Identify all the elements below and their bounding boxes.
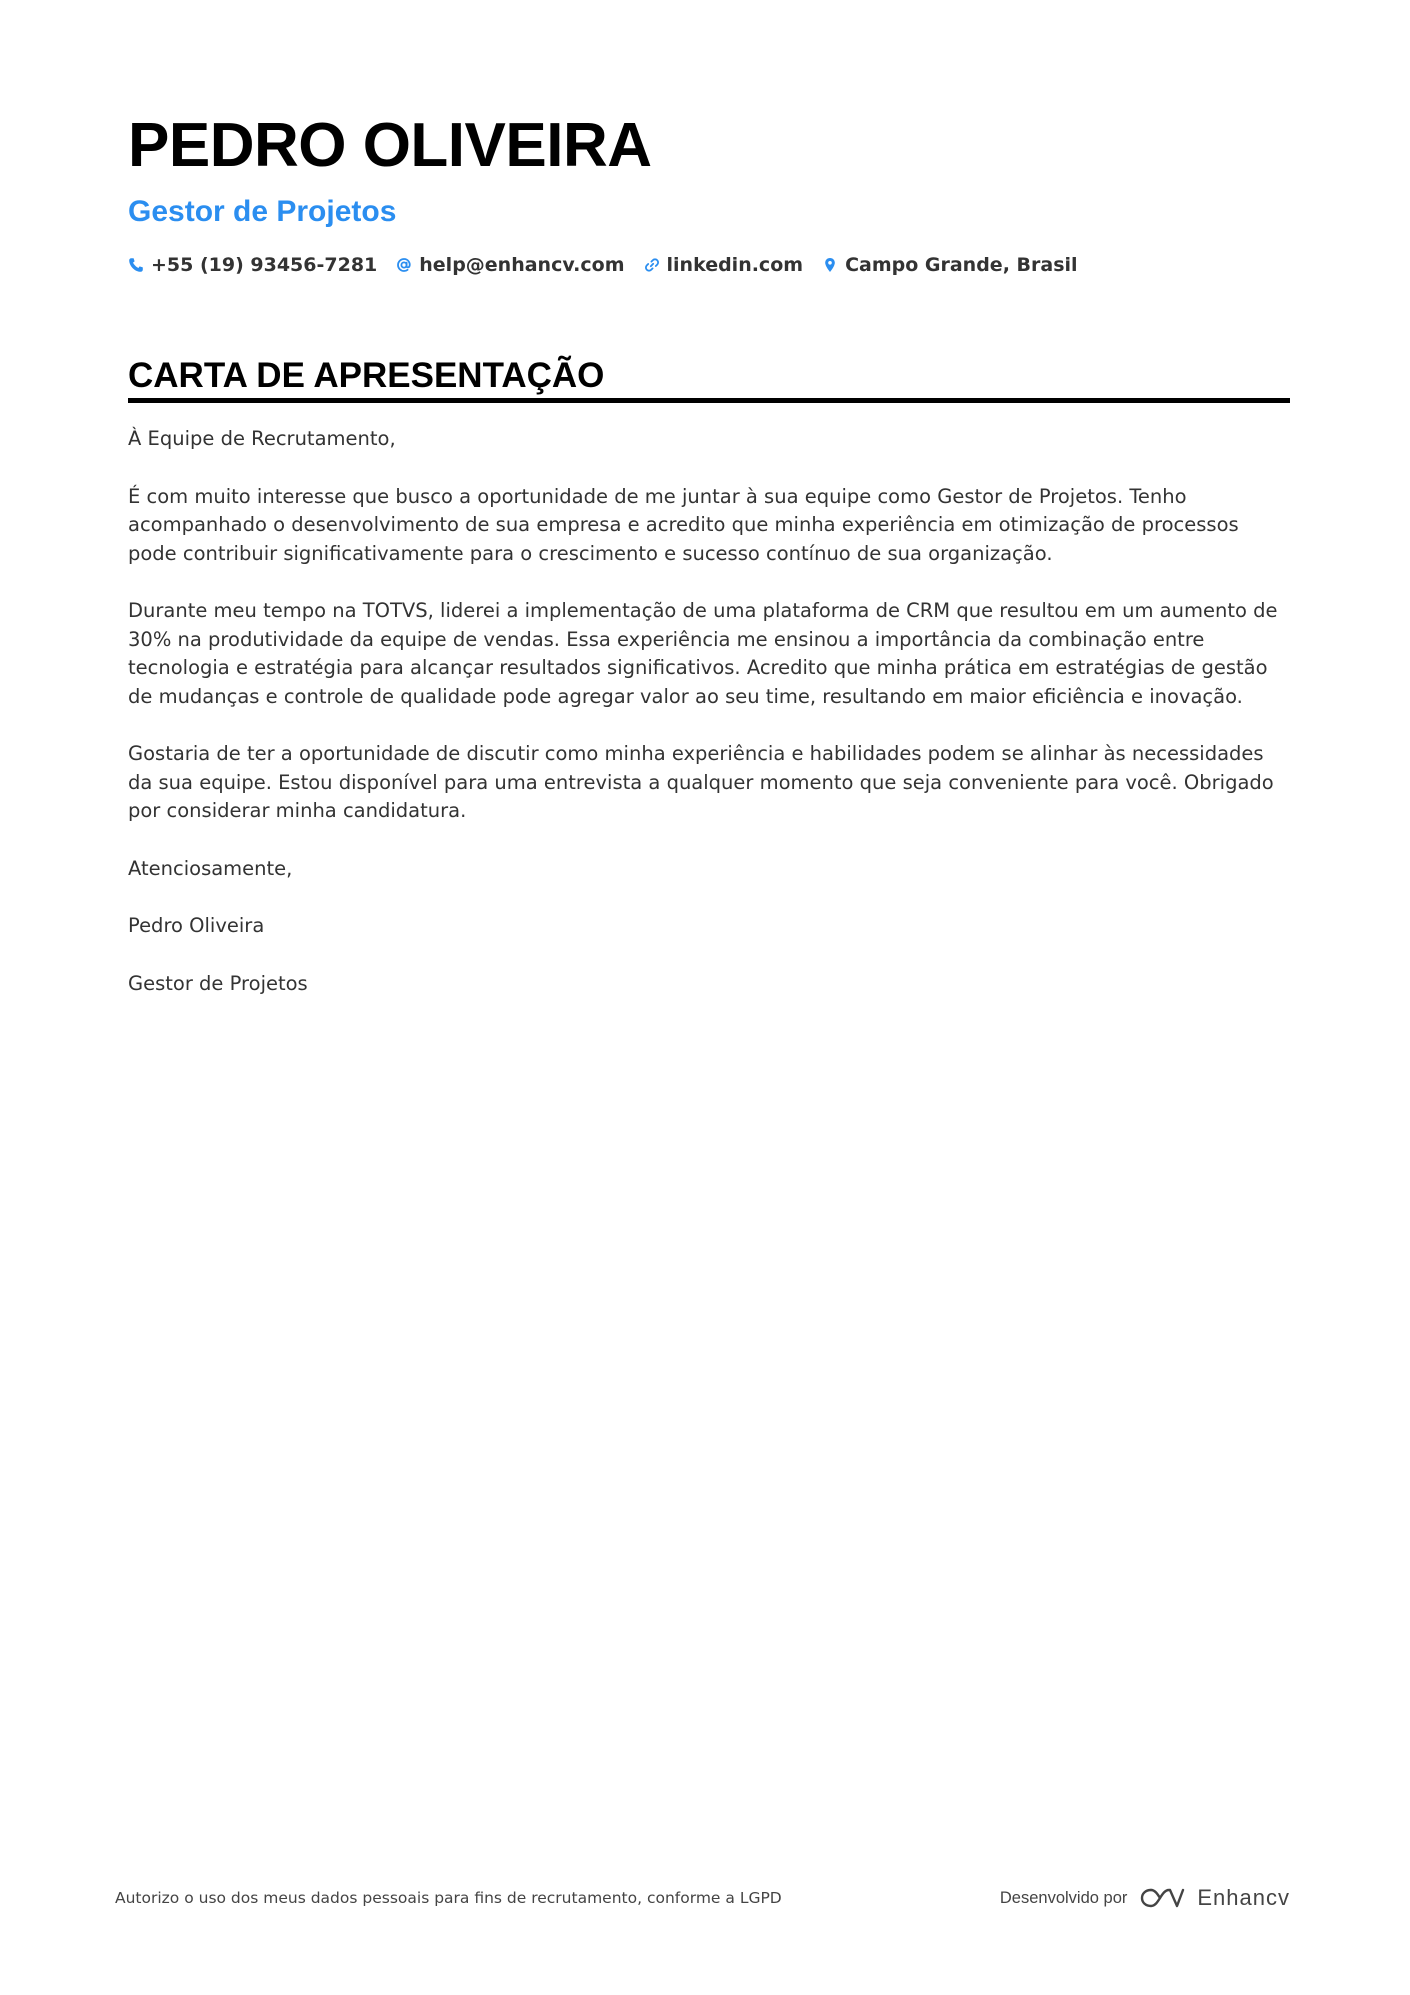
powered-by[interactable] — [1000, 1885, 1290, 1911]
letter-paragraph: É com muito interesse que busco a oportunidade de me juntar à sua equipe como Gestor de Projetos. Tenho acompanhado o desenvolvimento de sua empresa e acredito que minha experiência em otimização de processos pode contribuir significativamente para o crescimento e sucesso contínuo de sua organização. — [128, 484, 1239, 565]
letter-greeting: À Equipe de Recrutamento, — [128, 427, 396, 450]
contact-location — [822, 254, 1077, 276]
letter-paragraph: Gostaria de ter a oportunidade de discutir como minha experiência e habilidades podem se alinhar às necessidades da sua equipe. Estou disponível para uma entrevista a qualquer momento que seja conveniente para você. Obrigado por considerar minha candidatura. — [128, 742, 1274, 822]
consent-text: Autorizo o uso dos meus dados pessoais para fins de recrutamento, conforme a LGPD — [115, 1889, 782, 1907]
contact-linkedin-text: linkedin.com — [666, 254, 804, 276]
contact-phone-text: +55 (19) 93456-7281 — [151, 254, 378, 276]
candidate-name: PEDRO OLIVEIRA — [128, 111, 652, 180]
contact-linkedin[interactable] — [644, 254, 804, 276]
location-pin-icon — [822, 257, 838, 273]
contact-location-text: Campo Grande, Brasil — [845, 254, 1078, 276]
cover-letter-page — [128, 110, 1290, 1027]
letter-paragraph: Durante meu tempo na TOTVS, liderei a implementação de uma plataforma de CRM que resultou em um aumento de 30% na produtividade da equipe de vendas. Essa experiência me ensinou a importância da combinação entre tecnologia e estratégia para alcançar resultados significativos. Acredito que minha prática em estratégias de gestão de mudanças e controle de qualidade pode agregar valor ao seu time, resultando em maior eficiência e inovação. — [128, 599, 1278, 708]
footer — [115, 1885, 1290, 1911]
contact-email[interactable] — [396, 254, 624, 276]
brand-name: Enhancv — [1197, 1885, 1290, 1910]
powered-by-label: Desenvolvido por — [999, 1888, 1128, 1907]
contact-phone[interactable] — [128, 254, 377, 276]
contact-bar — [128, 254, 1290, 276]
letter-closing: Atenciosamente, — [128, 856, 293, 880]
contact-email-text: help@enhancv.com — [419, 254, 625, 276]
signature-role: Gestor de Projetos — [128, 971, 308, 995]
letter-body — [128, 425, 1290, 998]
section-title: CARTA DE APRESENTAÇÃO — [128, 356, 1290, 403]
link-icon — [644, 257, 660, 273]
phone-icon — [128, 257, 144, 273]
enhancv-logo-icon — [1139, 1886, 1185, 1910]
signature-name: Pedro Oliveira — [128, 914, 265, 937]
at-icon — [396, 257, 412, 273]
candidate-role: Gestor de Projetos — [128, 195, 397, 228]
